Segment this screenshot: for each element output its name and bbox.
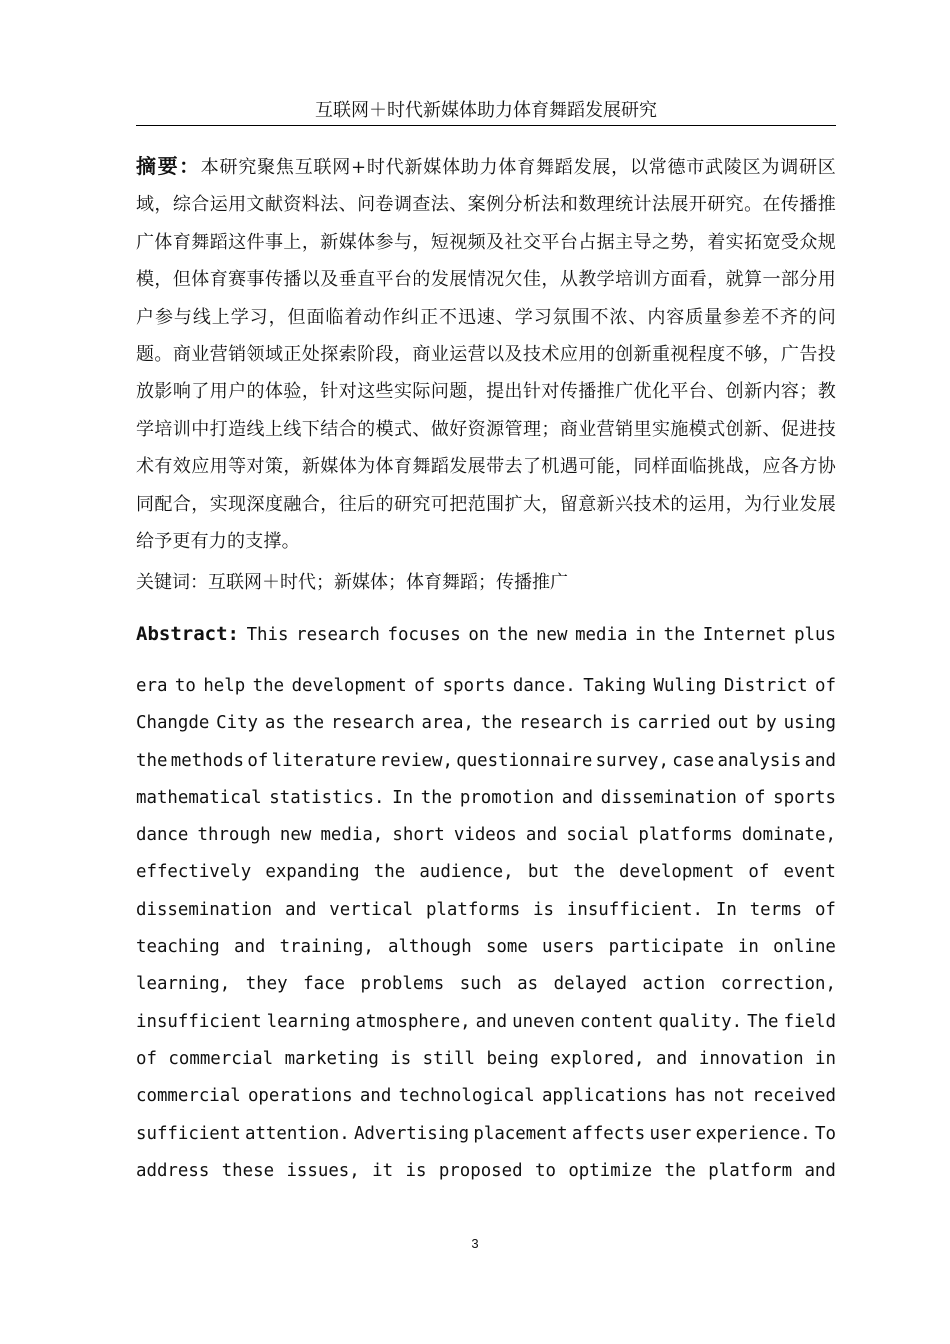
english-abstract-word: applications: [541, 1086, 668, 1107]
english-abstract-word: This: [246, 625, 289, 645]
english-abstract-word: it: [372, 1160, 394, 1181]
english-abstract-word: the: [480, 713, 513, 734]
english-abstract-word: and: [285, 899, 317, 920]
english-abstract-word: learning,: [136, 974, 231, 995]
english-abstract-word: field: [783, 1011, 836, 1032]
english-abstract-word: platforms: [425, 899, 521, 920]
english-abstract-word: as: [264, 713, 286, 734]
english-abstract-word: operations: [247, 1086, 353, 1107]
english-abstract-word: the: [663, 625, 696, 645]
english-abstract-word: is: [390, 1048, 412, 1069]
english-abstract-word: research: [330, 713, 415, 734]
english-abstract-line: [136, 892, 836, 929]
english-abstract-word: teaching: [136, 937, 220, 958]
english-abstract-word: Changde: [136, 713, 210, 734]
english-abstract-line: [136, 1041, 836, 1078]
english-abstract-word: innovation: [698, 1048, 804, 1069]
english-abstract-word: the: [373, 862, 406, 883]
english-abstract-word: some: [485, 937, 528, 958]
english-abstract-word: statistics.: [269, 787, 385, 808]
english-abstract-word: and: [233, 937, 266, 958]
english-abstract-word: technological: [398, 1086, 535, 1107]
english-abstract-word: received: [752, 1086, 836, 1107]
english-abstract-word: focuses: [387, 625, 461, 645]
english-abstract-word: through: [197, 825, 271, 846]
english-abstract-word: in: [737, 937, 759, 958]
english-abstract-word: methods: [170, 750, 245, 771]
english-abstract-word: dance: [136, 825, 189, 846]
english-abstract-word: and: [561, 787, 594, 808]
english-abstract-word: social: [566, 825, 630, 846]
english-abstract-word: atmosphere,: [355, 1011, 471, 1032]
english-abstract-word: To: [815, 1123, 836, 1144]
english-abstract-word: dominate,: [741, 825, 836, 846]
english-abstract-word: affects: [571, 1123, 646, 1144]
english-abstract-word: delayed: [553, 974, 627, 995]
english-abstract-word: content: [579, 1011, 654, 1032]
english-abstract-word: sports: [442, 676, 506, 696]
english-abstract-word: literature: [271, 750, 377, 771]
english-abstract-word: optimize: [568, 1160, 653, 1181]
english-abstract-word: research: [296, 625, 380, 645]
english-abstract-word: and: [655, 1048, 688, 1069]
english-abstract-word: problems: [360, 974, 445, 995]
english-abstract-word: of: [414, 676, 436, 696]
english-abstract-word: online: [773, 937, 836, 958]
english-abstract-word: experience.: [695, 1123, 811, 1144]
english-abstract-word: media: [575, 625, 628, 645]
english-abstract-word: sufficient: [136, 1123, 241, 1144]
english-abstract-word: survey,: [595, 750, 669, 771]
english-abstract-word: the: [573, 862, 605, 883]
english-abstract-word: sports: [773, 787, 836, 808]
english-abstract-line: [136, 743, 836, 780]
english-abstract-first-line: [136, 620, 836, 649]
english-abstract-line: [136, 668, 836, 705]
english-abstract-word: of: [748, 862, 770, 883]
english-abstract-word: platforms: [638, 825, 733, 846]
english-abstract-word: research: [519, 713, 603, 734]
english-abstract-line: [136, 780, 836, 817]
english-abstract-word: help: [203, 676, 246, 696]
english-abstract-word: of: [815, 676, 836, 696]
english-abstract-line: [136, 817, 836, 854]
chinese-abstract-text: 本研究聚焦互联网+时代新媒体助力体育舞蹈发展，以常德市武陵区为调研区域，综合运用文献资料法、问卷调查法、案例分析法和数理统计法展开研究。在传播推广体育舞蹈这件事上，新媒体参与，短视频及社交平台占据主导之势，着实拓宽受众规模，但体育赛事传播以及垂直平台的发展情况欠佳，从教学培训方面看，就算一部分用户参与线上学习，但面临着动作纠正不迅速、学习氛围不浓、内容质量参差不齐的问题。商业营销领域正处探索阶段，商业运营以及技术应用的创新重视程度不够，广告投放影响了用户的体验，针对这些实际问题，提出针对传播推广优化平台、创新内容；教学培训中打造线上线下结合的模式、做好资源管理；商业营销里实施模式创新、促进技术有效应用等对策，新媒体为体育舞蹈发展带去了机遇可能，同样面临挑战，应各方协同配合，实现深度融合，往后的研究可把范围扩大，留意新兴技术的运用，为行业发展给予更有力的支撑。: [136, 157, 836, 553]
english-abstract-line: [136, 1153, 836, 1190]
english-abstract-word: uneven: [512, 1011, 575, 1032]
english-abstract-word: out: [717, 713, 749, 734]
english-abstract-word: Taking: [583, 676, 647, 696]
english-abstract-word: as: [517, 974, 539, 995]
english-abstract-word: being: [486, 1048, 539, 1069]
english-abstract-word: insufficient.: [566, 899, 703, 920]
english-abstract-word: Wuling: [653, 676, 717, 696]
english-abstract-word: user: [649, 1123, 692, 1144]
english-abstract-word: action: [642, 974, 706, 995]
english-abstract-line: [136, 929, 836, 966]
english-abstract-word: terms: [749, 899, 803, 920]
english-abstract-word: in: [815, 1048, 836, 1069]
english-abstract-word: training,: [279, 937, 374, 958]
english-abstract-word: era: [136, 676, 168, 696]
english-abstract-line: [136, 1116, 836, 1153]
english-abstract-word: has: [674, 1086, 707, 1107]
english-abstract-word: plus: [794, 625, 836, 645]
english-abstract-word: face: [303, 974, 346, 995]
english-abstract-word: proposed: [438, 1160, 523, 1181]
english-abstract-word: new: [279, 825, 312, 846]
chinese-abstract: [136, 148, 836, 560]
english-abstract-word: attention.: [244, 1123, 350, 1144]
english-abstract-word: Advertising: [353, 1123, 470, 1144]
english-abstract-word: event: [783, 862, 836, 883]
english-abstract-word: although: [387, 937, 472, 958]
english-abstract-line: [136, 1004, 836, 1041]
english-abstract-word: Internet: [702, 625, 787, 645]
english-abstract-word: correction,: [720, 974, 836, 995]
english-abstract-word: such: [459, 974, 502, 995]
english-abstract-word: media,: [320, 825, 384, 846]
english-abstract-word: carried: [637, 713, 711, 734]
english-abstract-word: explored,: [550, 1048, 645, 1069]
english-abstract-word: effectively: [136, 862, 252, 883]
english-abstract-word: vertical: [329, 899, 414, 920]
english-abstract-word: is: [405, 1160, 427, 1181]
english-abstract-word: address: [136, 1160, 210, 1181]
running-header-title: 互联网＋时代新媒体助力体育舞蹈发展研究: [315, 100, 657, 121]
english-abstract-word: participate: [608, 937, 724, 958]
english-abstract-label: Abstract:: [136, 623, 239, 645]
english-abstract-line: [136, 966, 836, 1003]
english-abstract-word: not: [713, 1086, 745, 1107]
english-abstract-word: to: [534, 1160, 556, 1181]
english-abstract-word: by: [755, 713, 777, 734]
english-abstract-word: issues,: [286, 1160, 360, 1181]
english-abstract-word: is: [533, 899, 554, 920]
english-abstract-word: on: [468, 625, 490, 645]
english-abstract-word: of: [247, 750, 269, 771]
english-abstract-word: review,: [379, 750, 453, 771]
english-abstract-word: audience,: [419, 862, 514, 883]
english-abstract-word: In: [715, 899, 737, 920]
english-abstract-word: to: [174, 676, 196, 696]
english-abstract-word: the: [252, 676, 285, 696]
english-abstract-word: commercial: [168, 1048, 274, 1069]
english-abstract-word: users: [542, 937, 595, 958]
english-abstract-word: these: [221, 1160, 275, 1181]
english-abstract-word: in: [635, 625, 657, 645]
english-abstract-word: and: [525, 825, 558, 846]
english-abstract-word: commercial: [136, 1086, 241, 1107]
english-abstract-word: of: [136, 1048, 157, 1069]
english-abstract-word: the: [292, 713, 325, 734]
english-abstract-word: analysis: [717, 750, 802, 771]
english-abstract-word: they: [245, 974, 288, 995]
english-abstract-word: and: [475, 1011, 508, 1032]
english-abstract-word: still: [422, 1048, 476, 1069]
english-abstract-word: City: [216, 713, 259, 734]
english-abstract-word: dissemination: [136, 899, 273, 920]
english-abstract-line: [136, 854, 836, 891]
english-abstract-body: [136, 668, 836, 1190]
english-abstract-word: case: [672, 750, 715, 771]
english-abstract-word: using: [783, 713, 836, 734]
english-abstract-word: the: [496, 625, 529, 645]
english-abstract-word: of: [814, 899, 836, 920]
english-abstract-word: development: [291, 676, 407, 696]
english-abstract-word: quality.: [658, 1011, 743, 1032]
english-abstract-word: promotion: [459, 787, 555, 808]
english-abstract-word: dance.: [512, 676, 576, 696]
header-rule: [136, 125, 836, 126]
english-abstract-word: the: [664, 1160, 696, 1181]
english-abstract-word: and: [804, 750, 836, 771]
english-abstract-word: videos: [453, 825, 517, 846]
english-abstract-word: mathematical: [136, 787, 262, 808]
english-abstract-word: insufficient: [136, 1011, 262, 1032]
english-abstract-word: dissemination: [600, 787, 737, 808]
english-abstract-word: of: [744, 787, 766, 808]
english-abstract-word: platform: [708, 1160, 793, 1181]
chinese-keywords: 关键词：互联网＋时代；新媒体；体育舞蹈；传播推广: [136, 572, 568, 593]
chinese-abstract-label: 摘要：: [136, 154, 201, 178]
english-abstract-word: District: [723, 676, 808, 696]
page-number: 3: [471, 1236, 479, 1251]
english-abstract-word: learning: [266, 1011, 351, 1032]
english-abstract-line: [136, 1078, 836, 1115]
english-abstract-word: expanding: [265, 862, 360, 883]
english-abstract-word: short: [392, 825, 445, 846]
english-abstract-word: the: [420, 787, 453, 808]
english-abstract-word: but: [527, 862, 560, 883]
english-abstract-word: marketing: [284, 1048, 379, 1069]
english-abstract-word: area,: [421, 713, 474, 734]
english-abstract-word: development: [619, 862, 735, 883]
english-abstract-word: placement: [473, 1123, 568, 1144]
english-abstract-word: and: [359, 1086, 392, 1107]
english-abstract-word: and: [804, 1160, 836, 1181]
english-abstract-word: is: [609, 713, 631, 734]
english-abstract-word: the: [136, 750, 168, 771]
english-abstract-word: In: [392, 787, 414, 808]
english-abstract-line: [136, 705, 836, 742]
english-abstract-word: new: [536, 625, 568, 645]
english-abstract-word: The: [747, 1011, 779, 1032]
english-abstract-word: questionnaire: [456, 750, 593, 771]
